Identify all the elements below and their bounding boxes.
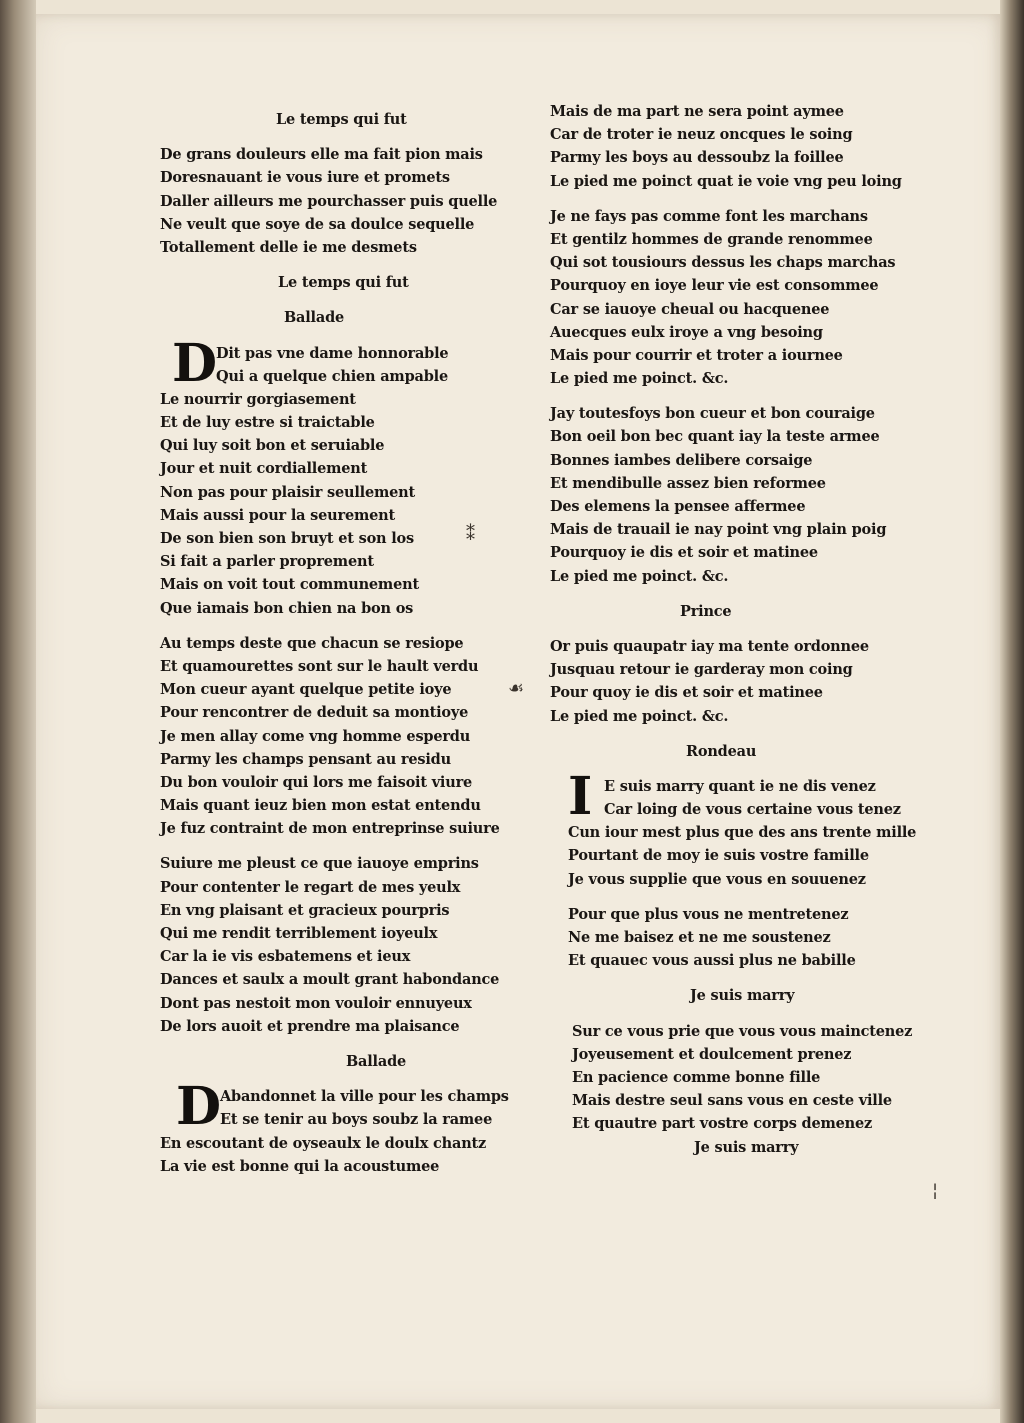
verse-line: Au temps deste que chacun se resiope [160, 634, 464, 652]
heading-prince: Prince [680, 602, 732, 620]
right-column [550, 100, 970, 1159]
verse-line: Pourtant de moy ie suis vostre famille [568, 847, 869, 865]
verse-line: Qui sot tousiours dessus les chaps marchas [550, 254, 896, 272]
verse-line: Dit pas vne dame honnorable [216, 344, 449, 362]
verse-line: Et de luy estre si traictable [160, 414, 375, 432]
right-stanza-1 [550, 100, 970, 193]
verse-line: Parmy les champs pensant au residu [160, 750, 451, 768]
verse-line: Parmy les boys au dessoubz la foillee [550, 149, 844, 167]
verse-line: Car loing de vous certaine vous tenez [604, 801, 901, 819]
right-stanza-3 [550, 402, 970, 588]
verse-line: Jusquau retour ie garderay mon coing [550, 661, 853, 679]
heading-le-temps-qui-fut-1: Le temps qui fut [276, 111, 407, 128]
dropcap-d: D [172, 332, 217, 394]
verse-line: Ne me baisez et ne me soustenez [568, 929, 831, 946]
verse-line: Cun iour mest plus que des ans trente mille [568, 824, 917, 842]
verse-line: Mais destre seul sans vous en ceste ville [572, 1092, 892, 1110]
verse-line: Mon cueur ayant quelque petite ioye [160, 681, 452, 699]
verse-line: En pacience comme bonne fille [572, 1068, 821, 1086]
rondeau [550, 765, 970, 891]
verse-line: Le pied me poinct. &c. [550, 567, 729, 585]
verse-line: Non pas pour plaisir seullement [160, 483, 415, 501]
verse-line: Jay toutesfoys bon cueur et bon couraige [550, 405, 875, 423]
verse-line: Que iamais bon chien na bon os [160, 599, 414, 617]
rondeau-stanza-b [550, 903, 970, 973]
heading-rondeau: Rondeau [686, 742, 757, 760]
verse-line: Je fuz contraint de mon entreprinse suiure [160, 820, 500, 838]
verse-line: En vng plaisant et gracieux pourpris [160, 901, 450, 919]
verse-line: Et quauec vous aussi plus ne babille [568, 952, 856, 970]
dropcap-i: I [568, 765, 593, 827]
verse-line: De lors auoit et prendre ma plaisance [160, 1017, 460, 1035]
verse-line: Bonnes iambes delibere corsaige [550, 451, 813, 469]
verse-line: Bon oeil bon bec quant iay la teste armee [550, 428, 880, 446]
left-stanza-1 [160, 143, 560, 259]
verse-line: Abandonnet la ville pour les champs [220, 1088, 509, 1106]
envoi [550, 635, 970, 728]
verse-line: Je vous supplie que vous en souuenez [568, 870, 866, 888]
verse-line: Joyeusement et doulcement prenez [572, 1045, 852, 1063]
left-stanza-4 [160, 852, 560, 1038]
verse-line: Pour contenter le regart de mes yeulx [160, 878, 461, 896]
verse-line: Pour quoy ie dis et soir et matinee [550, 684, 823, 702]
verse-line: Si fait a parler proprement [160, 553, 374, 571]
refrain-je-suis-marry-1: Je suis marry [690, 987, 795, 1005]
refrain-je-suis-marry-2: Je suis marry [694, 1138, 799, 1156]
dropcap-d-2: D [176, 1076, 221, 1138]
margin-mark-icon: ¦ [932, 1180, 939, 1201]
verse-line: Pour que plus vous ne mentretenez [568, 905, 849, 923]
right-stanza-2 [550, 205, 970, 391]
verse-line: Pourquoy en ioye leur vie est consommee [550, 277, 879, 295]
verse-line: Le nourrir gorgiasement [160, 390, 356, 408]
verse-line: Des elemens la pensee affermee [550, 498, 806, 515]
verse-line: Mais on voit tout communement [160, 576, 419, 594]
verse-line: Mais de trauail ie nay point vng plain poig [550, 521, 887, 539]
left-stanza-3 [160, 632, 560, 841]
verse-line: Le pied me poinct quat ie voie vng peu loing [550, 172, 902, 190]
verse-line: Ne veult que soye de sa doulce sequelle [160, 215, 475, 233]
verse-line: Car la ie vis esbatemens et ieux [160, 948, 411, 966]
verse-line: Auecques eulx iroye a vng besoing [550, 323, 823, 341]
heading-ballade-1: Ballade [284, 309, 345, 327]
verse-line: Totallement delle ie me desmets [160, 238, 417, 256]
verse-line: Car se iauoye cheual ou hacquenee [550, 300, 830, 318]
verse-line: Or puis quaupatr iay ma tente ordonnee [550, 637, 869, 655]
verse-line: Qui me rendit terriblement ioyeulx [160, 925, 438, 942]
verse-line: Car de troter ie neuz oncques le soing [550, 126, 853, 144]
book-edge-left [0, 0, 36, 1423]
verse-line: Du bon vouloir qui lors me faisoit viure [160, 773, 473, 791]
heading-le-temps-qui-fut-2: Le temps qui fut [278, 274, 409, 292]
verse-line: Et mendibulle assez bien reformee [550, 474, 826, 492]
verse-line: Doresnauant ie vous iure et promets [160, 169, 450, 187]
verse-line: Dances et saulx a moult grant habondance [160, 971, 500, 989]
verse-line: Dont pas nestoit mon vouloir ennuyeux [160, 994, 472, 1012]
verse-line: Mais quant ieuz bien mon estat entendu [160, 797, 481, 815]
verse-line: En escoutant de oyseaulx le doulx chantz [160, 1134, 487, 1152]
verse-line: Je ne fays pas comme font les marchans [550, 207, 868, 225]
verse-line: Qui luy soit bon et seruiable [160, 437, 385, 455]
verse-line: Le pied me poinct. &c. [550, 370, 729, 388]
verse-line: Je men allay come vng homme esperdu [160, 727, 471, 745]
margin-mark-icon: ⁑ [466, 524, 475, 545]
verse-line: Jour et nuit cordiallement [160, 460, 368, 478]
verse-line: La vie est bonne qui la acoustumee [160, 1157, 440, 1175]
ballade-1 [160, 332, 560, 620]
verse-line: E suis marry quant ie ne dis venez [604, 777, 876, 795]
verse-line: Sur ce vous prie que vous vous mainctenez [572, 1022, 913, 1040]
verse-line: Et quautre part vostre corps demenez [572, 1115, 873, 1133]
verse-line: Et quamourettes sont sur le hault verdu [160, 657, 479, 675]
verse-line: Le pied me poinct. &c. [550, 707, 729, 725]
verse-line: Mais aussi pour la seurement [160, 506, 395, 524]
verse-line: Pour rencontrer de deduit sa montioye [160, 704, 469, 722]
left-column [160, 108, 560, 1178]
verse-line: Mais pour courrir et troter a iournee [550, 346, 843, 364]
rondeau-stanza-c [550, 1020, 970, 1136]
verse-line: Daller ailleurs me pourchasser puis quelle [160, 192, 498, 210]
book-gutter [1000, 0, 1024, 1423]
verse-line: De grans douleurs elle ma fait pion mais [160, 146, 483, 164]
verse-line: Et se tenir au boys soubz la ramee [220, 1111, 493, 1129]
verse-line: Mais de ma part ne sera point aymee [550, 103, 844, 120]
heading-ballade-2: Ballade [346, 1052, 407, 1070]
verse-line: Et gentilz hommes de grande renommee [550, 230, 873, 248]
verse-line: De son bien son bruyt et son los [160, 530, 414, 547]
verse-line: Qui a quelque chien ampable [216, 367, 448, 385]
ballade-2 [160, 1076, 560, 1178]
verse-line: Suiure me pleust ce que iauoye emprins [160, 855, 479, 873]
verse-line: Pourquoy ie dis et soir et matinee [550, 544, 818, 562]
margin-mark-icon: ☙ [508, 678, 525, 699]
